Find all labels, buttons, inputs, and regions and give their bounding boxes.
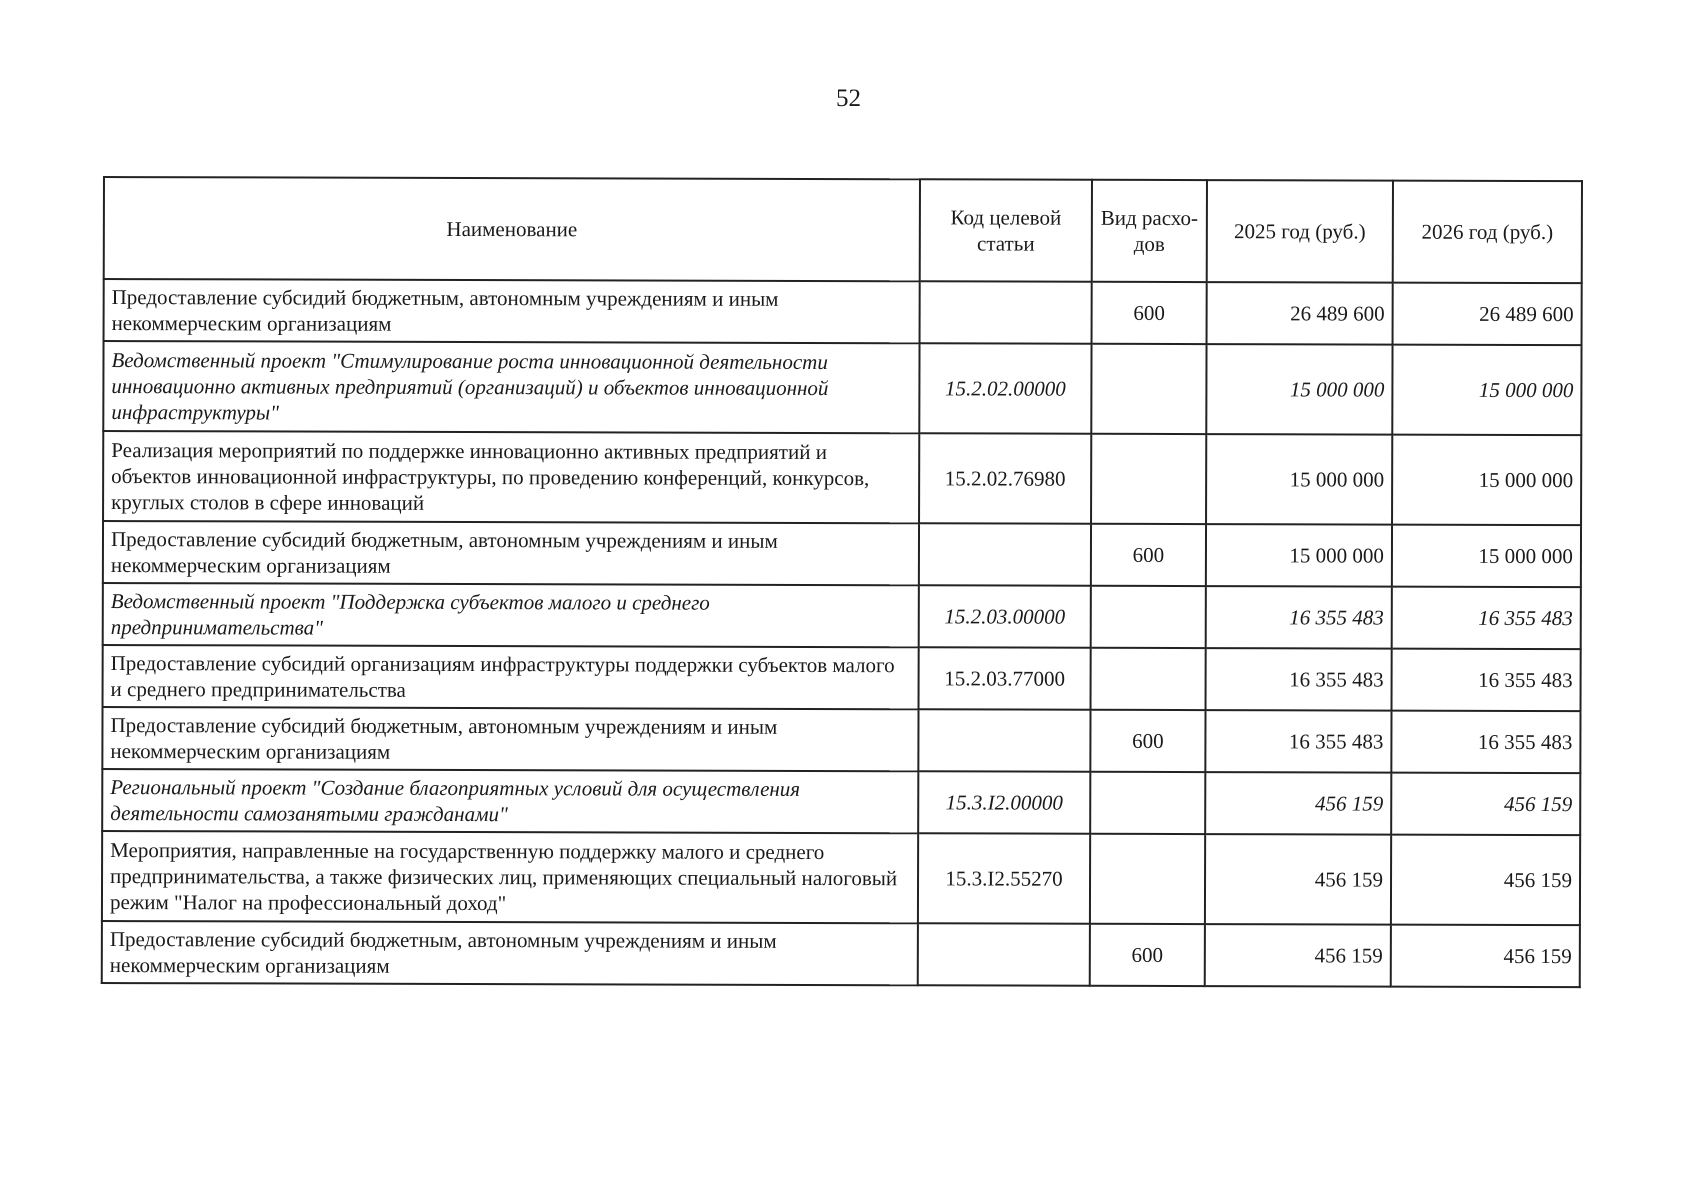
row-kind: 600 <box>1092 282 1207 344</box>
row-name: Предоставление субсидий бюджетным, автономным учреждениям и иным некоммерческим организациям <box>102 707 918 771</box>
row-amount-2026: 15 000 000 <box>1392 435 1581 526</box>
row-amount-2025: 15 000 000 <box>1206 344 1392 435</box>
row-code: 15.3.I2.00000 <box>918 771 1090 833</box>
row-name: Реализация мероприятий по поддержке инновационно активных предприятий и объектов инновационной инфраструктуры, по проведению конференций, конкурсов, круглых столов в сфере инноваций <box>103 431 919 523</box>
row-amount-2025: 15 000 000 <box>1206 434 1392 525</box>
header-year-2026: 2026 год (руб.) <box>1393 181 1582 284</box>
row-name: Региональный проект "Создание благоприятных условий для осуществления деятельности самозанятыми гражданами" <box>102 769 918 833</box>
header-target-code: Код целевой статьи <box>920 179 1092 281</box>
row-kind: 600 <box>1090 924 1205 986</box>
budget-table <box>101 176 1583 988</box>
row-code: 15.2.02.76980 <box>919 433 1091 523</box>
table-row <box>102 707 1580 773</box>
row-amount-2025: 456 159 <box>1205 772 1391 835</box>
row-kind: 600 <box>1091 524 1206 586</box>
table-header-row <box>104 177 1582 283</box>
table-row-project <box>103 341 1581 435</box>
row-amount-2026: 16 355 483 <box>1392 587 1581 650</box>
row-name: Предоставление субсидий организациям инфраструктуры поддержки субъектов малого и среднего предпринимательства <box>103 645 919 709</box>
row-code: 15.2.03.00000 <box>919 585 1091 647</box>
row-kind <box>1091 434 1206 524</box>
header-name: Наименование <box>104 177 920 281</box>
row-amount-2026: 15 000 000 <box>1392 525 1581 588</box>
row-name: Предоставление субсидий бюджетным, автономным учреждениям и иным некоммерческим организациям <box>102 921 918 985</box>
row-amount-2025: 456 159 <box>1205 834 1391 925</box>
table-row <box>102 921 1580 987</box>
row-name: Мероприятия, направленные на государственную поддержку малого и среднего предпринимательства, а также физических лиц, применяющих специальный налоговый режим "Налог на профессиональный доход" <box>102 831 918 923</box>
row-amount-2025: 16 355 483 <box>1206 648 1392 711</box>
row-name: Предоставление субсидий бюджетным, автономным учреждениям и иным некоммерческим организациям <box>104 279 920 343</box>
row-code <box>918 709 1090 771</box>
row-amount-2026: 456 159 <box>1391 925 1580 988</box>
table-row <box>104 279 1582 345</box>
table-row <box>103 521 1581 587</box>
row-amount-2026: 16 355 483 <box>1391 711 1580 774</box>
row-kind <box>1090 772 1205 834</box>
row-code: 15.2.03.77000 <box>919 647 1091 709</box>
row-amount-2026: 456 159 <box>1391 835 1580 926</box>
row-amount-2025: 16 355 483 <box>1206 586 1392 649</box>
table-row <box>103 645 1581 711</box>
table-row <box>102 831 1580 925</box>
row-amount-2026: 26 489 600 <box>1393 283 1582 346</box>
row-amount-2025: 16 355 483 <box>1205 710 1391 773</box>
row-code: 15.3.I2.55270 <box>918 833 1090 923</box>
table-row-project <box>102 769 1580 835</box>
row-code <box>920 281 1092 343</box>
row-kind <box>1091 344 1206 434</box>
row-amount-2026: 15 000 000 <box>1392 345 1581 436</box>
row-amount-2025: 456 159 <box>1205 924 1391 987</box>
header-year-2025: 2025 год (руб.) <box>1207 180 1393 283</box>
row-name: Предоставление субсидий бюджетным, автономным учреждениям и иным некоммерческим организациям <box>103 521 919 585</box>
row-code: 15.2.02.00000 <box>919 343 1091 433</box>
row-kind <box>1090 834 1205 924</box>
row-amount-2026: 16 355 483 <box>1392 649 1581 712</box>
table-row-project <box>103 583 1581 649</box>
row-amount-2025: 26 489 600 <box>1207 282 1393 345</box>
row-name: Ведомственный проект "Стимулирование роста инновационной деятельности инновационно активных предприятий (организаций) и объектов инновационной инфраструктуры" <box>103 341 919 433</box>
row-code <box>918 923 1090 985</box>
table-row <box>103 431 1581 525</box>
page-number: 52 <box>836 85 861 112</box>
row-kind <box>1091 586 1206 648</box>
row-code <box>919 523 1091 585</box>
row-name: Ведомственный проект "Поддержка субъектов малого и среднего предпринимательства" <box>103 583 919 647</box>
row-amount-2026: 456 159 <box>1391 773 1580 836</box>
row-kind: 600 <box>1090 710 1205 772</box>
header-expense-kind: Вид расхо-дов <box>1092 180 1207 282</box>
row-amount-2025: 15 000 000 <box>1206 524 1392 587</box>
row-kind <box>1091 648 1206 710</box>
